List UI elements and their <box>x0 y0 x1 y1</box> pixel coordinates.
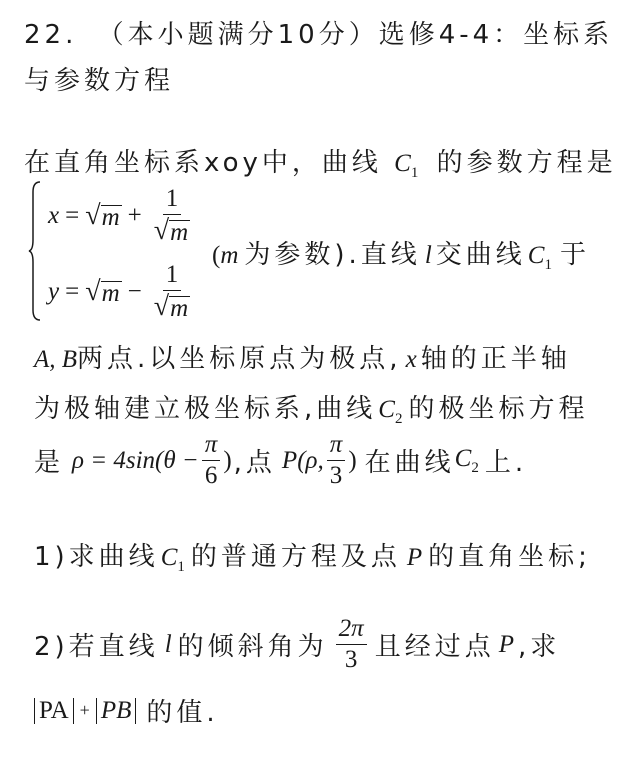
curve-c1: $C_1$ <box>394 150 419 181</box>
curve-c2: $C_2$ <box>378 396 403 427</box>
y-equation <box>48 262 196 321</box>
abs-pb: PB <box>96 698 137 724</box>
question-1: 1)求曲线$C_1$ 的普通方程及点 P 的直角坐标; <box>34 542 591 575</box>
equals-sign-2: = <box>65 277 80 305</box>
problem-number: 22. <box>24 20 78 50</box>
fraction-1-over-sqrt-m: 1 √ m <box>153 185 189 246</box>
question-2-line2: PA + PB 的值. <box>34 692 219 729</box>
fraction-pi-over-6: $\frac{\pi}{6}$ <box>202 432 221 489</box>
intro-line <box>24 142 617 182</box>
point-p: P(ρ, <box>281 446 324 474</box>
problem-header <box>24 14 613 51</box>
points-ab: A, B <box>34 346 78 373</box>
fraction-1-over-sqrt-m-2: 1 √ m <box>153 261 189 322</box>
equals-sign: = <box>65 201 80 229</box>
plus-sign: + <box>127 201 142 229</box>
sqrt-m-2: √ m <box>85 275 120 307</box>
minus-sign: − <box>127 277 142 305</box>
intro-prefix: 在直角坐标系xoy中，曲线 <box>24 148 382 178</box>
para2-line1: A, B两点.以坐标原点为极点, x 轴的正半轴 <box>34 344 571 374</box>
polar-equation: ρ = 4sin(θ − <box>72 446 199 474</box>
x-var: x <box>48 201 60 229</box>
param-note: (m 为参数).直线 l 交曲线$C_1$ 于 <box>212 240 590 273</box>
left-brace <box>28 180 42 322</box>
fraction-2pi-over-3: $\frac{2\pi}{3}$ <box>336 616 367 673</box>
curve-c2-b: $C_2$ <box>454 444 479 476</box>
para2-line2: 为极轴建立极坐标系,曲线$C_2$ 的极坐标方程 <box>34 394 589 427</box>
y-var: y <box>48 277 60 305</box>
problem-title-line2: 与参数方程 <box>24 66 175 96</box>
para2-line3: 是 ρ = 4sin(θ − $\frac{\pi}{6}$ ) ,点 P(ρ, $\frac{\pi}{3}$ ) 在曲线 $C_2$ 上. <box>34 431 528 489</box>
sqrt-m: √ m <box>85 199 120 231</box>
abs-pa: PA <box>34 698 74 724</box>
x-equation <box>48 186 196 245</box>
problem-title-line1: （本小题满分10分）选修4-4：坐标系 <box>97 20 614 50</box>
question-2: 2)若直线 l 的倾斜角为 $\frac{2\pi}{3}$ 且经过点 P ,求 <box>34 615 561 673</box>
curve-c1-q1: $C_1$ <box>160 544 185 575</box>
curve-c1-b: $C_1$ <box>527 242 552 273</box>
intro-suffix: 的参数方程是 <box>436 148 617 178</box>
fraction-pi-over-3: $\frac{\pi}{3}$ <box>327 432 346 489</box>
